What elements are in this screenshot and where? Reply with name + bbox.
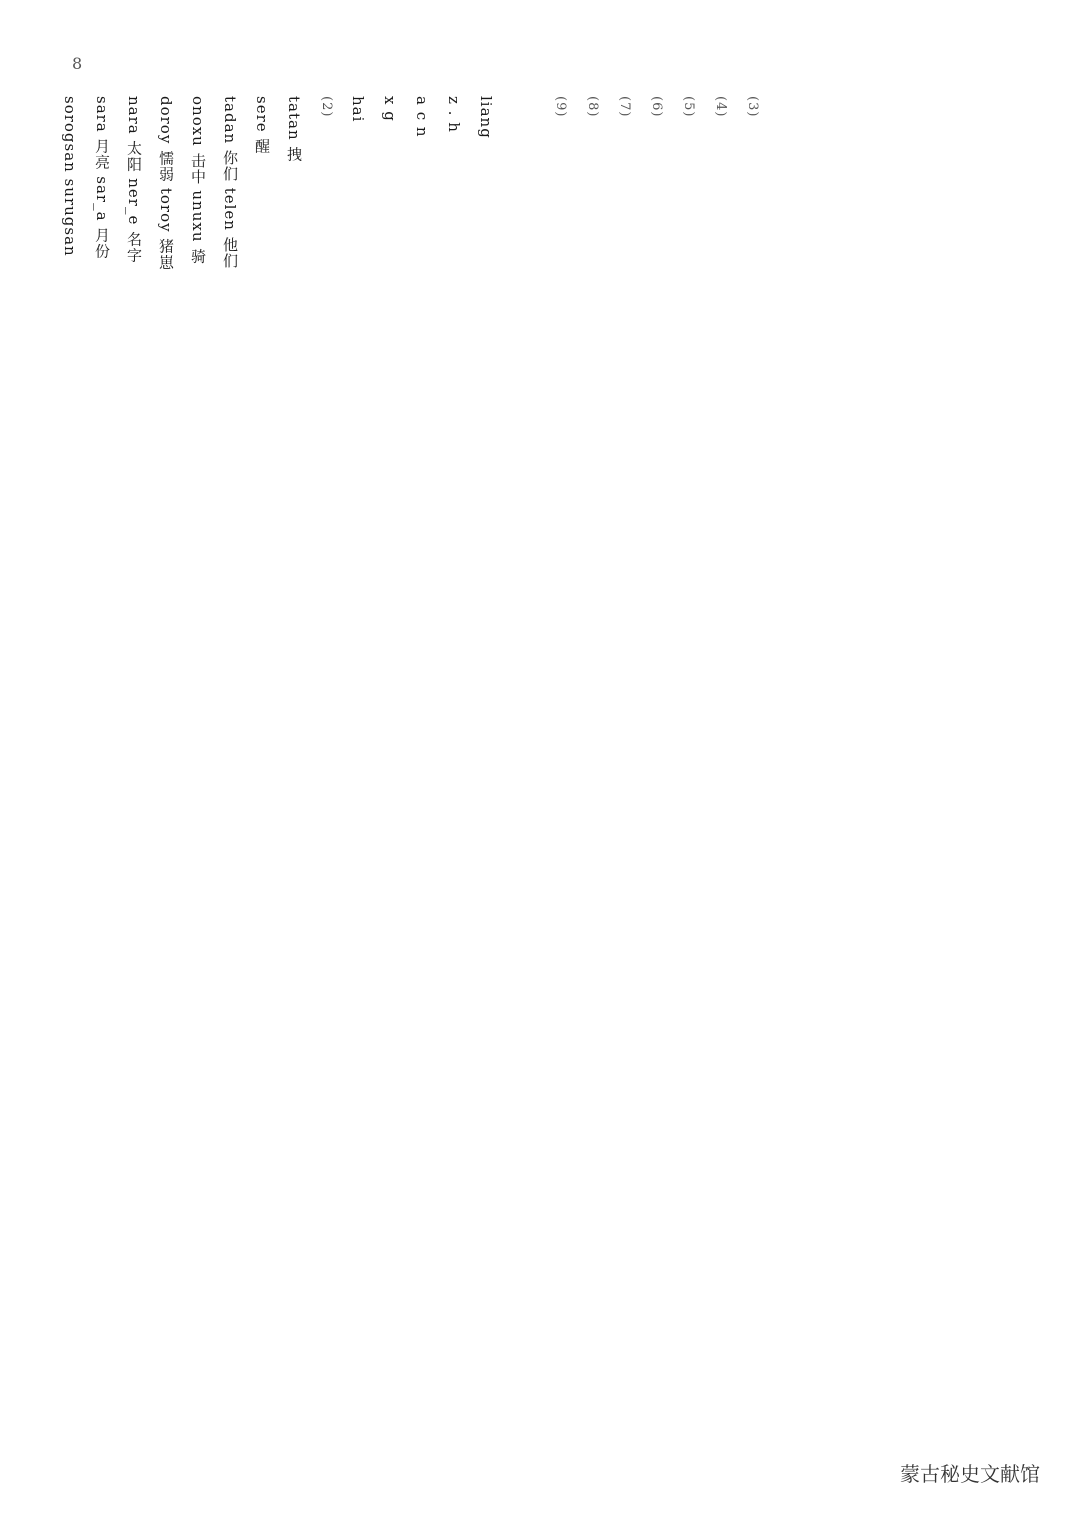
line-text: doroy 懦弱 toroy 猪崽 bbox=[157, 96, 175, 271]
left-column bbox=[58, 96, 528, 1466]
left-line bbox=[154, 96, 178, 1466]
left-line bbox=[122, 96, 146, 1466]
right-line bbox=[612, 96, 636, 1466]
item-number: (6) bbox=[649, 96, 664, 118]
line-text: hai bbox=[349, 96, 367, 123]
right-line bbox=[676, 96, 700, 1466]
left-line bbox=[410, 96, 434, 1466]
item-number: (9) bbox=[553, 96, 568, 118]
left-line bbox=[90, 96, 114, 1466]
right-line bbox=[580, 96, 604, 1466]
left-line bbox=[346, 96, 370, 1466]
item-number: (7) bbox=[617, 96, 632, 118]
left-line bbox=[442, 96, 466, 1466]
right-line bbox=[548, 96, 572, 1466]
line-text: a c n bbox=[413, 96, 431, 138]
left-line bbox=[378, 96, 402, 1466]
line-text: sara 月亮 sar_a 月份 bbox=[93, 96, 111, 260]
line-text: onoxu 击中 unuxu 骑 bbox=[189, 96, 207, 265]
line-text: nara 太阳 ner_e 名字 bbox=[125, 96, 143, 264]
item-number: (8) bbox=[585, 96, 600, 118]
watermark: 蒙古秘史文献馆 bbox=[900, 1462, 1040, 1486]
left-line bbox=[282, 96, 306, 1466]
left-line bbox=[218, 96, 242, 1466]
line-text: sere 醒 bbox=[253, 96, 271, 155]
right-line bbox=[644, 96, 668, 1466]
line-text: x g bbox=[381, 96, 399, 122]
line-text: sorogsan surugsan bbox=[61, 96, 79, 257]
line-text: z . h bbox=[445, 96, 463, 133]
line-text: tatan 拽 bbox=[285, 96, 303, 163]
left-line bbox=[314, 96, 338, 1466]
page-number: 8 bbox=[72, 54, 83, 73]
item-number: (4) bbox=[713, 96, 728, 118]
item-number: (3) bbox=[745, 96, 760, 118]
left-line bbox=[474, 96, 498, 1466]
right-line bbox=[708, 96, 732, 1466]
left-line bbox=[186, 96, 210, 1466]
right-column bbox=[548, 96, 1018, 1466]
item-number: (5) bbox=[681, 96, 696, 118]
line-text: liang bbox=[477, 96, 495, 139]
line-text: tadan 你们 telen 他们 bbox=[221, 96, 239, 269]
right-line bbox=[740, 96, 764, 1466]
left-line bbox=[250, 96, 274, 1466]
item-number: (2) bbox=[319, 96, 334, 118]
left-line bbox=[58, 96, 82, 1466]
